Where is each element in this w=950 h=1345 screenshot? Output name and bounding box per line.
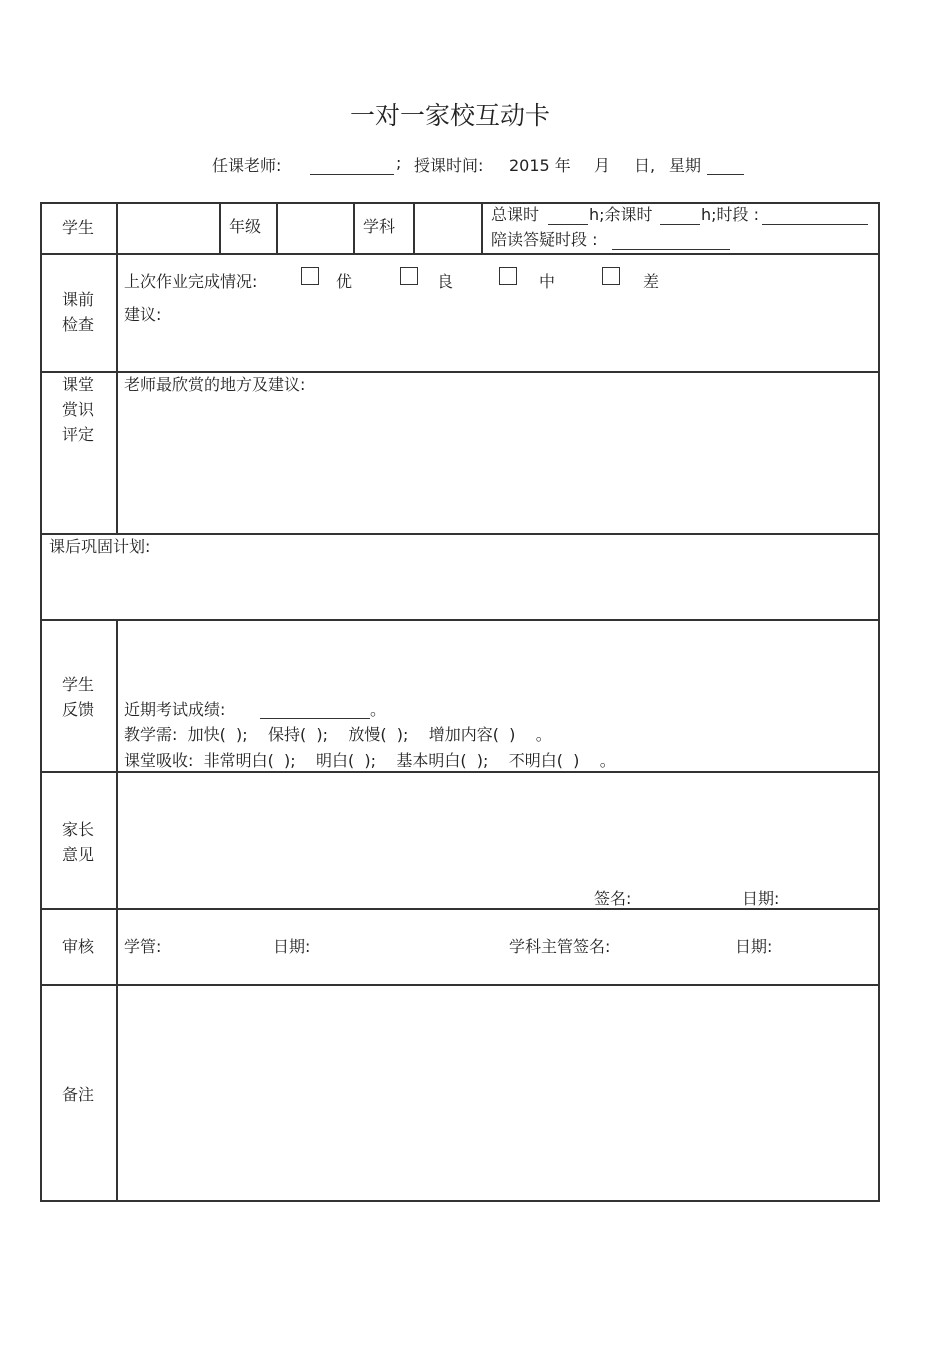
supervisor-date-label: 日期: <box>735 937 773 956</box>
option-poor-checkbox[interactable] <box>602 267 620 285</box>
option-good-label: 良 <box>437 272 454 291</box>
total-hours-label: 总课时 <box>491 205 540 224</box>
month-text: 月 <box>594 156 611 175</box>
exam-score-blank[interactable] <box>260 718 370 719</box>
parent-opinion-label: 家长 意见 <box>61 820 94 864</box>
grade-label: 年级 <box>229 217 262 236</box>
weekday-text: 星期 <box>669 156 702 175</box>
remaining-hours-label: h;余课时 <box>589 205 653 224</box>
option-excellent-label: 优 <box>336 272 353 291</box>
total-hours-blank[interactable] <box>548 224 588 225</box>
student-field[interactable] <box>117 204 219 253</box>
afterclass-plan-label: 课后巩固计划: <box>49 537 151 556</box>
teaching-need-line: 教学需: 加快( ); 保持( ); 放慢( ); 增加内容( ) 。 <box>124 725 552 744</box>
teacher-label: 任课老师: <box>212 156 282 175</box>
option-excellent-checkbox[interactable] <box>301 267 319 285</box>
remarks-field[interactable] <box>118 986 877 1199</box>
preclass-label: 课前 检查 <box>61 290 94 334</box>
header-separator: ; <box>396 153 402 172</box>
subject-field[interactable] <box>415 204 481 253</box>
grade-field[interactable] <box>278 204 353 253</box>
remarks-label: 备注 <box>61 1085 94 1104</box>
companion-label: 陪读答疑时段 : <box>491 230 598 249</box>
manager-label: 学管: <box>124 937 162 956</box>
appreciation-label: 老师最欣赏的地方及建议: <box>124 375 306 394</box>
absorption-line: 课堂吸收: 非常明白( ); 明白( ); 基本明白( ); 不明白( ) 。 <box>124 751 616 770</box>
time-label: 授课时间: <box>414 156 484 175</box>
option-medium-checkbox[interactable] <box>499 267 517 285</box>
manager-date-label: 日期: <box>273 937 311 956</box>
supervisor-sign-label: 学科主管签名: <box>509 937 611 956</box>
parent-sign-label: 签名: <box>594 889 632 908</box>
option-medium-label: 中 <box>539 272 556 291</box>
exam-score-label: 近期考试成绩: <box>124 700 226 719</box>
day-text: 日, <box>634 156 656 175</box>
year-text: 2015 年 <box>509 156 571 175</box>
option-poor-label: 差 <box>643 272 660 291</box>
parent-date-label: 日期: <box>742 889 780 908</box>
homework-label: 上次作业完成情况: <box>124 272 258 291</box>
review-label: 审核 <box>61 937 94 956</box>
feedback-label: 学生 反馈 <box>61 675 94 719</box>
companion-blank[interactable] <box>612 249 730 250</box>
suggestion-label: 建议: <box>124 305 162 324</box>
remaining-hours-blank[interactable] <box>660 224 700 225</box>
subject-label: 学科 <box>363 217 396 236</box>
exam-score-end: 。 <box>370 700 387 719</box>
weekday-blank[interactable] <box>707 174 744 175</box>
period-blank[interactable] <box>762 224 868 225</box>
student-label: 学生 <box>61 218 94 237</box>
page-title: 一对一家校互动卡 <box>349 101 550 130</box>
period-label: h;时段 : <box>701 205 760 224</box>
classroom-label: 课堂 赏识 评定 <box>61 375 94 444</box>
option-good-checkbox[interactable] <box>400 267 418 285</box>
teacher-blank[interactable] <box>310 174 394 175</box>
